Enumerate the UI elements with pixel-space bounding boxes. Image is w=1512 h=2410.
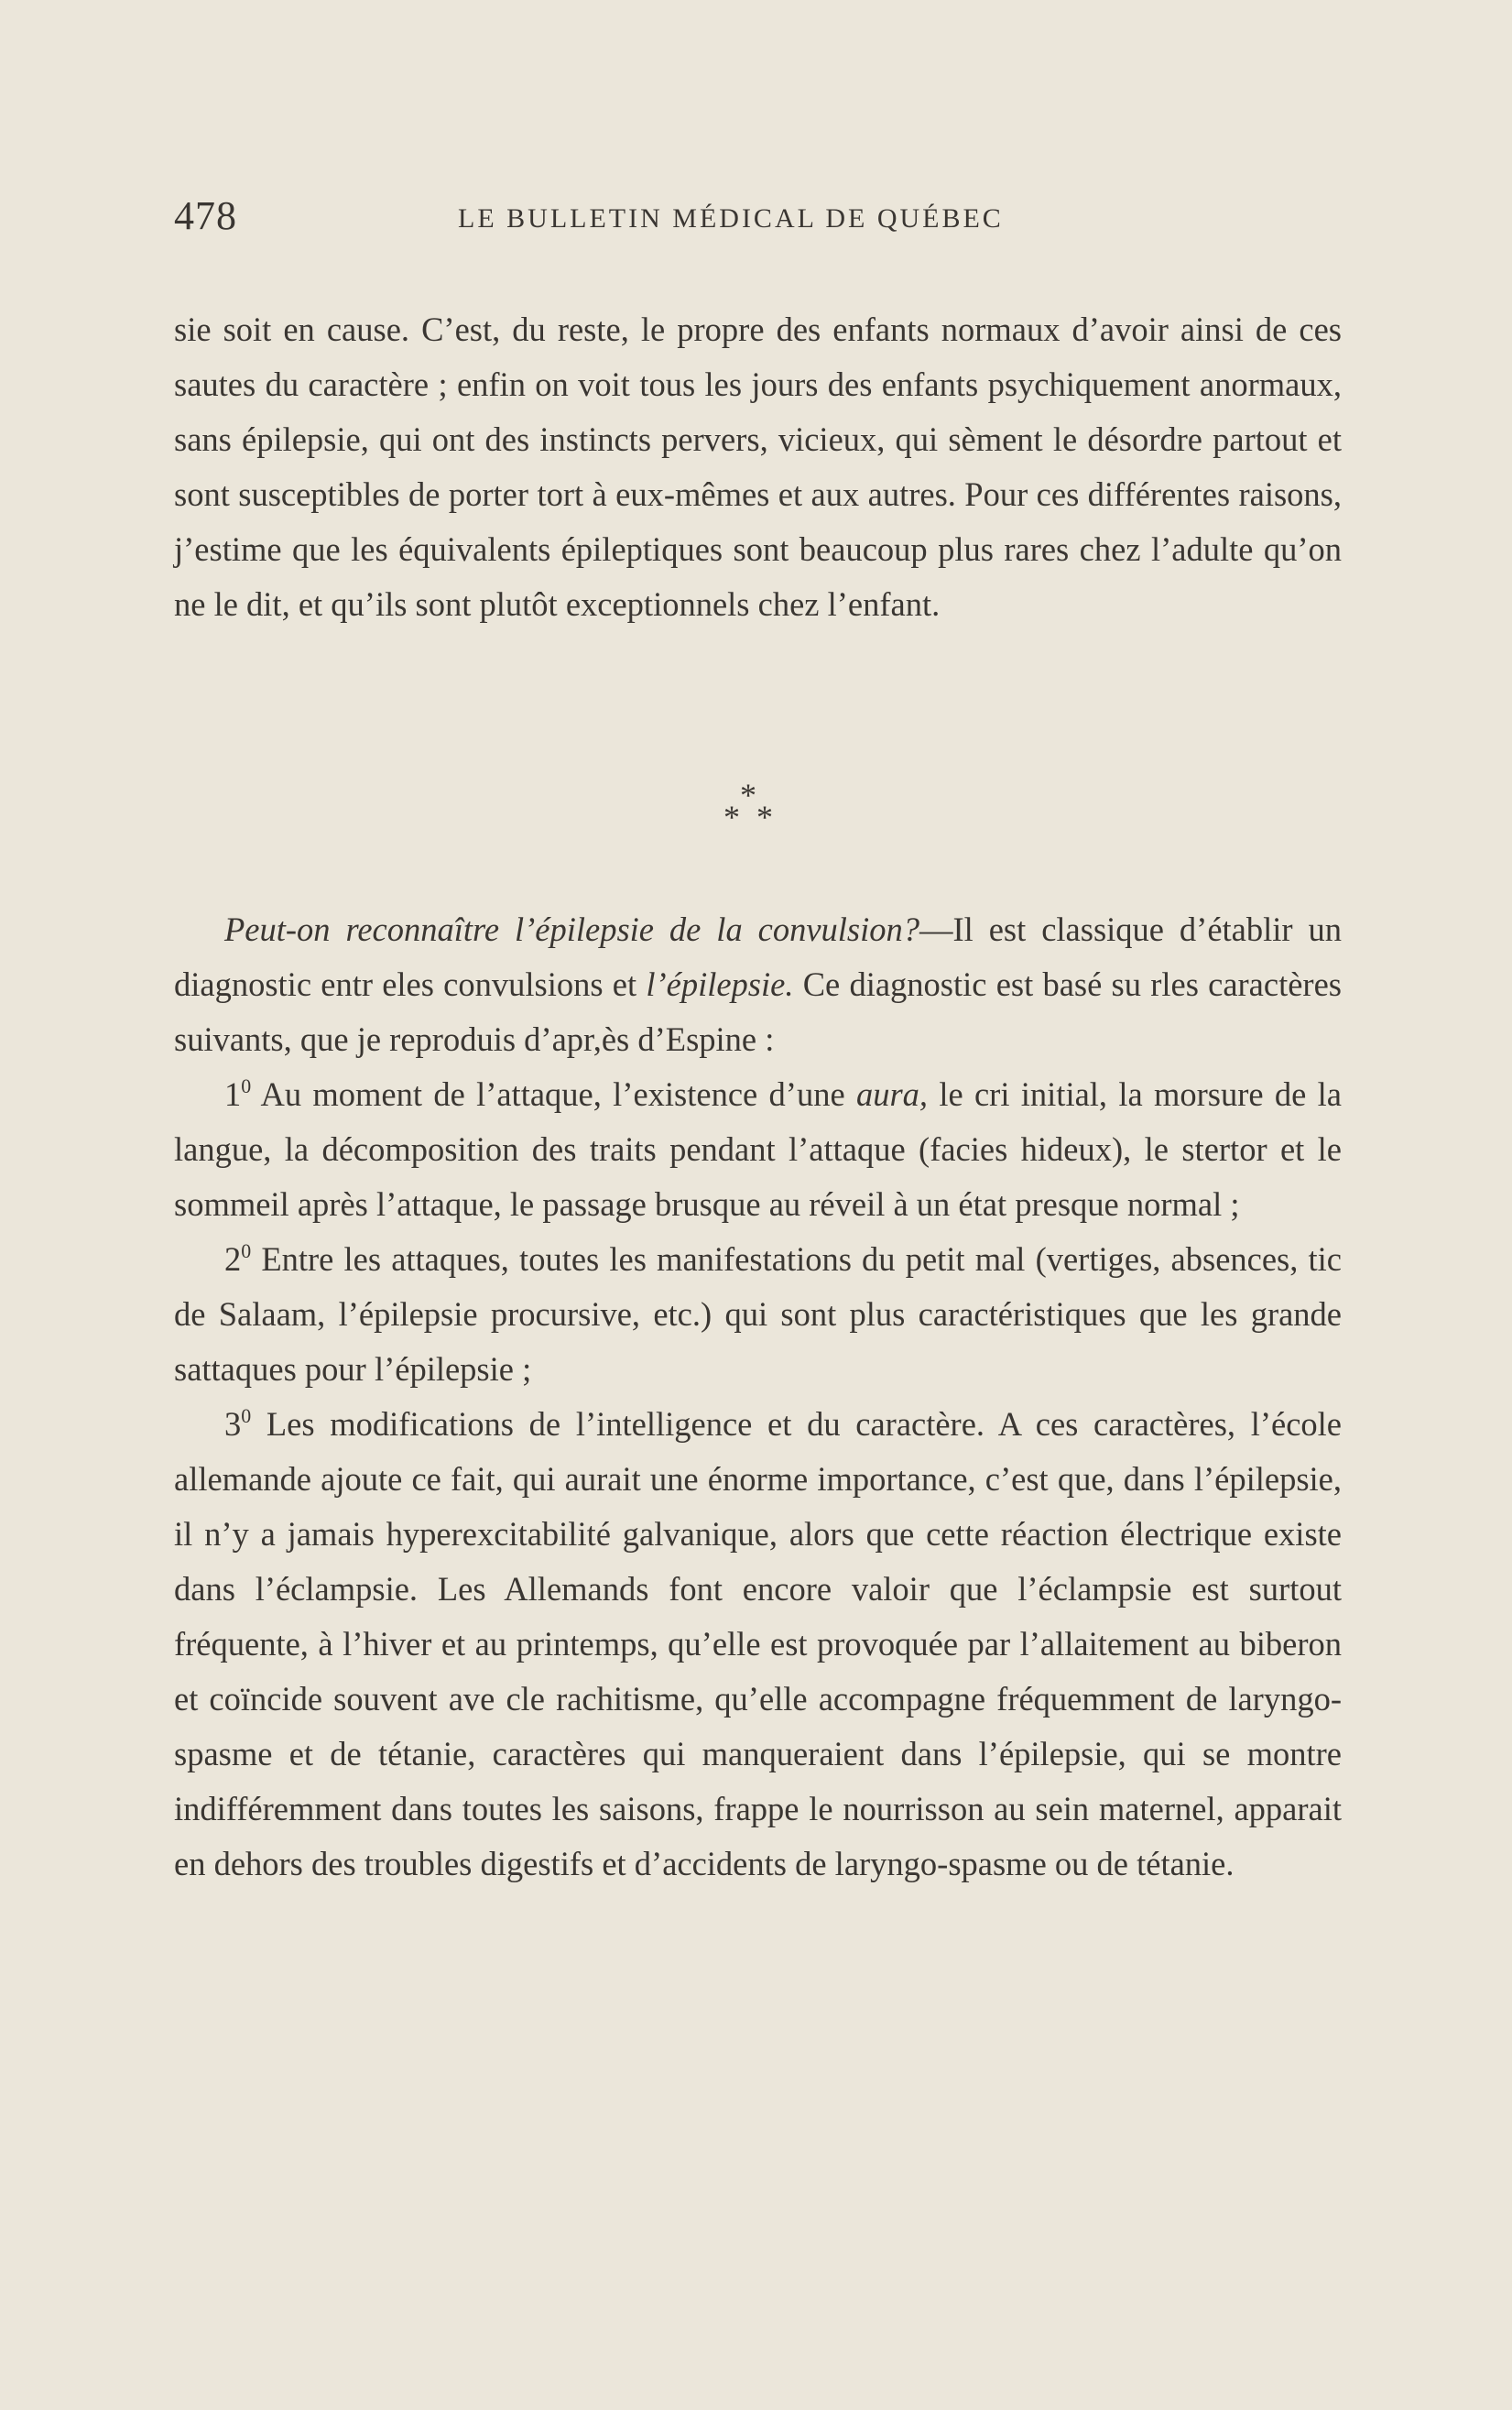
item-text: Entre les attaques, toutes les manifestations du petit mal (vertiges, absences, tic de Salaam, l’épilepsie procursive, etc.) qui sont plus caractéristiques que les grande sattaques pour l’épilepsie ;	[174, 1240, 1342, 1388]
item-degree: 0	[241, 1404, 252, 1427]
list-item-3	[174, 1397, 1342, 1892]
asterism-star: *	[740, 777, 756, 813]
text-block-continuation	[174, 302, 1342, 632]
paragraph-continuation: sie soit en cause. C’est, du reste, le propre des enfants normaux d’avoir ainsi de ces sautes du caractère ; enfin on voit tous les jours des enfants psychiquement anormaux, sans épilepsie, qui ont des instincts pervers, vicieux, qui sèment le désordre partout et sont susceptibles de porter tort à eux-mêmes et aux autres. Pour ces différentes raisons, j’estime que les équivalents épileptiques sont beaucoup plus rares chez l’adulte qu’on ne le dit, et qu’ils sont plutôt exceptionnels chez l’enfant.	[174, 311, 1342, 623]
item-text: le cri initial, la morsure de la langue, la décomposition des traits pendant l’attaque (facies hideux), le stertor et le sommeil après l’attaque, le passage brusque au réveil à un état presque normal ;	[174, 1075, 1342, 1223]
item-text: Au moment de l’attaque, l’existence d’une	[251, 1075, 856, 1113]
asterism-star: *	[756, 799, 773, 835]
list-item-2	[174, 1232, 1342, 1397]
intro-text-a: —Il est classique d’établir un diagnostic entr eles convulsions et	[174, 911, 1342, 1003]
item-degree: 0	[241, 1074, 252, 1097]
asterism-section-break	[723, 779, 778, 834]
item-number: 1	[224, 1075, 242, 1113]
intro-text-b: Ce diagnostic est basé su rles caractères suivants, que je reproduis d’apr,ès d’Espine :	[174, 965, 1342, 1058]
text-block-diagnosis	[174, 902, 1342, 1892]
page-number: 478	[174, 193, 237, 238]
section-question: Peut-on reconnaître l’épilepsie de la convulsion?	[224, 911, 920, 948]
item-number: 2	[224, 1240, 242, 1278]
paragraph-intro	[174, 902, 1342, 1067]
journal-title: LE BULLETIN MÉDICAL DE QUÉBEC	[458, 203, 1004, 234]
item-emphasis: aura,	[855, 1075, 929, 1113]
intro-emphasis: l’épilepsie.	[646, 965, 794, 1003]
list-item-1	[174, 1067, 1342, 1232]
item-degree: 0	[241, 1239, 252, 1262]
item-number: 3	[224, 1405, 242, 1443]
item-text: Les modifications de l’intelligence et du caractère. A ces caractères, l’école allemande ajoute ce fait, qui aurait une énorme importance, c’est que, dans l’épilepsie, il n’y a jamais hyperexcitabilité galvanique, alors que cette réaction électrique existe dans l’éclampsie. Les Allemands font encore valoir que l’éclampsie est surtout fréquente, à l’hiver et au printemps, qu’elle est provoquée par l’allaitement au biberon et coïncide souvent ave cle rachitisme, qu’elle accompagne fréquemment de laryngo-spasme et de tétanie, caractères qui manqueraient dans l’épilepsie, qui se montre indifféremment dans toutes les saisons, frappe le nourrisson au sein maternel, apparait en dehors des troubles digestifs et d’accidents de laryngo-spasme ou de tétanie.	[174, 1405, 1342, 1882]
running-head	[174, 192, 1342, 247]
asterism-star: *	[723, 799, 740, 835]
